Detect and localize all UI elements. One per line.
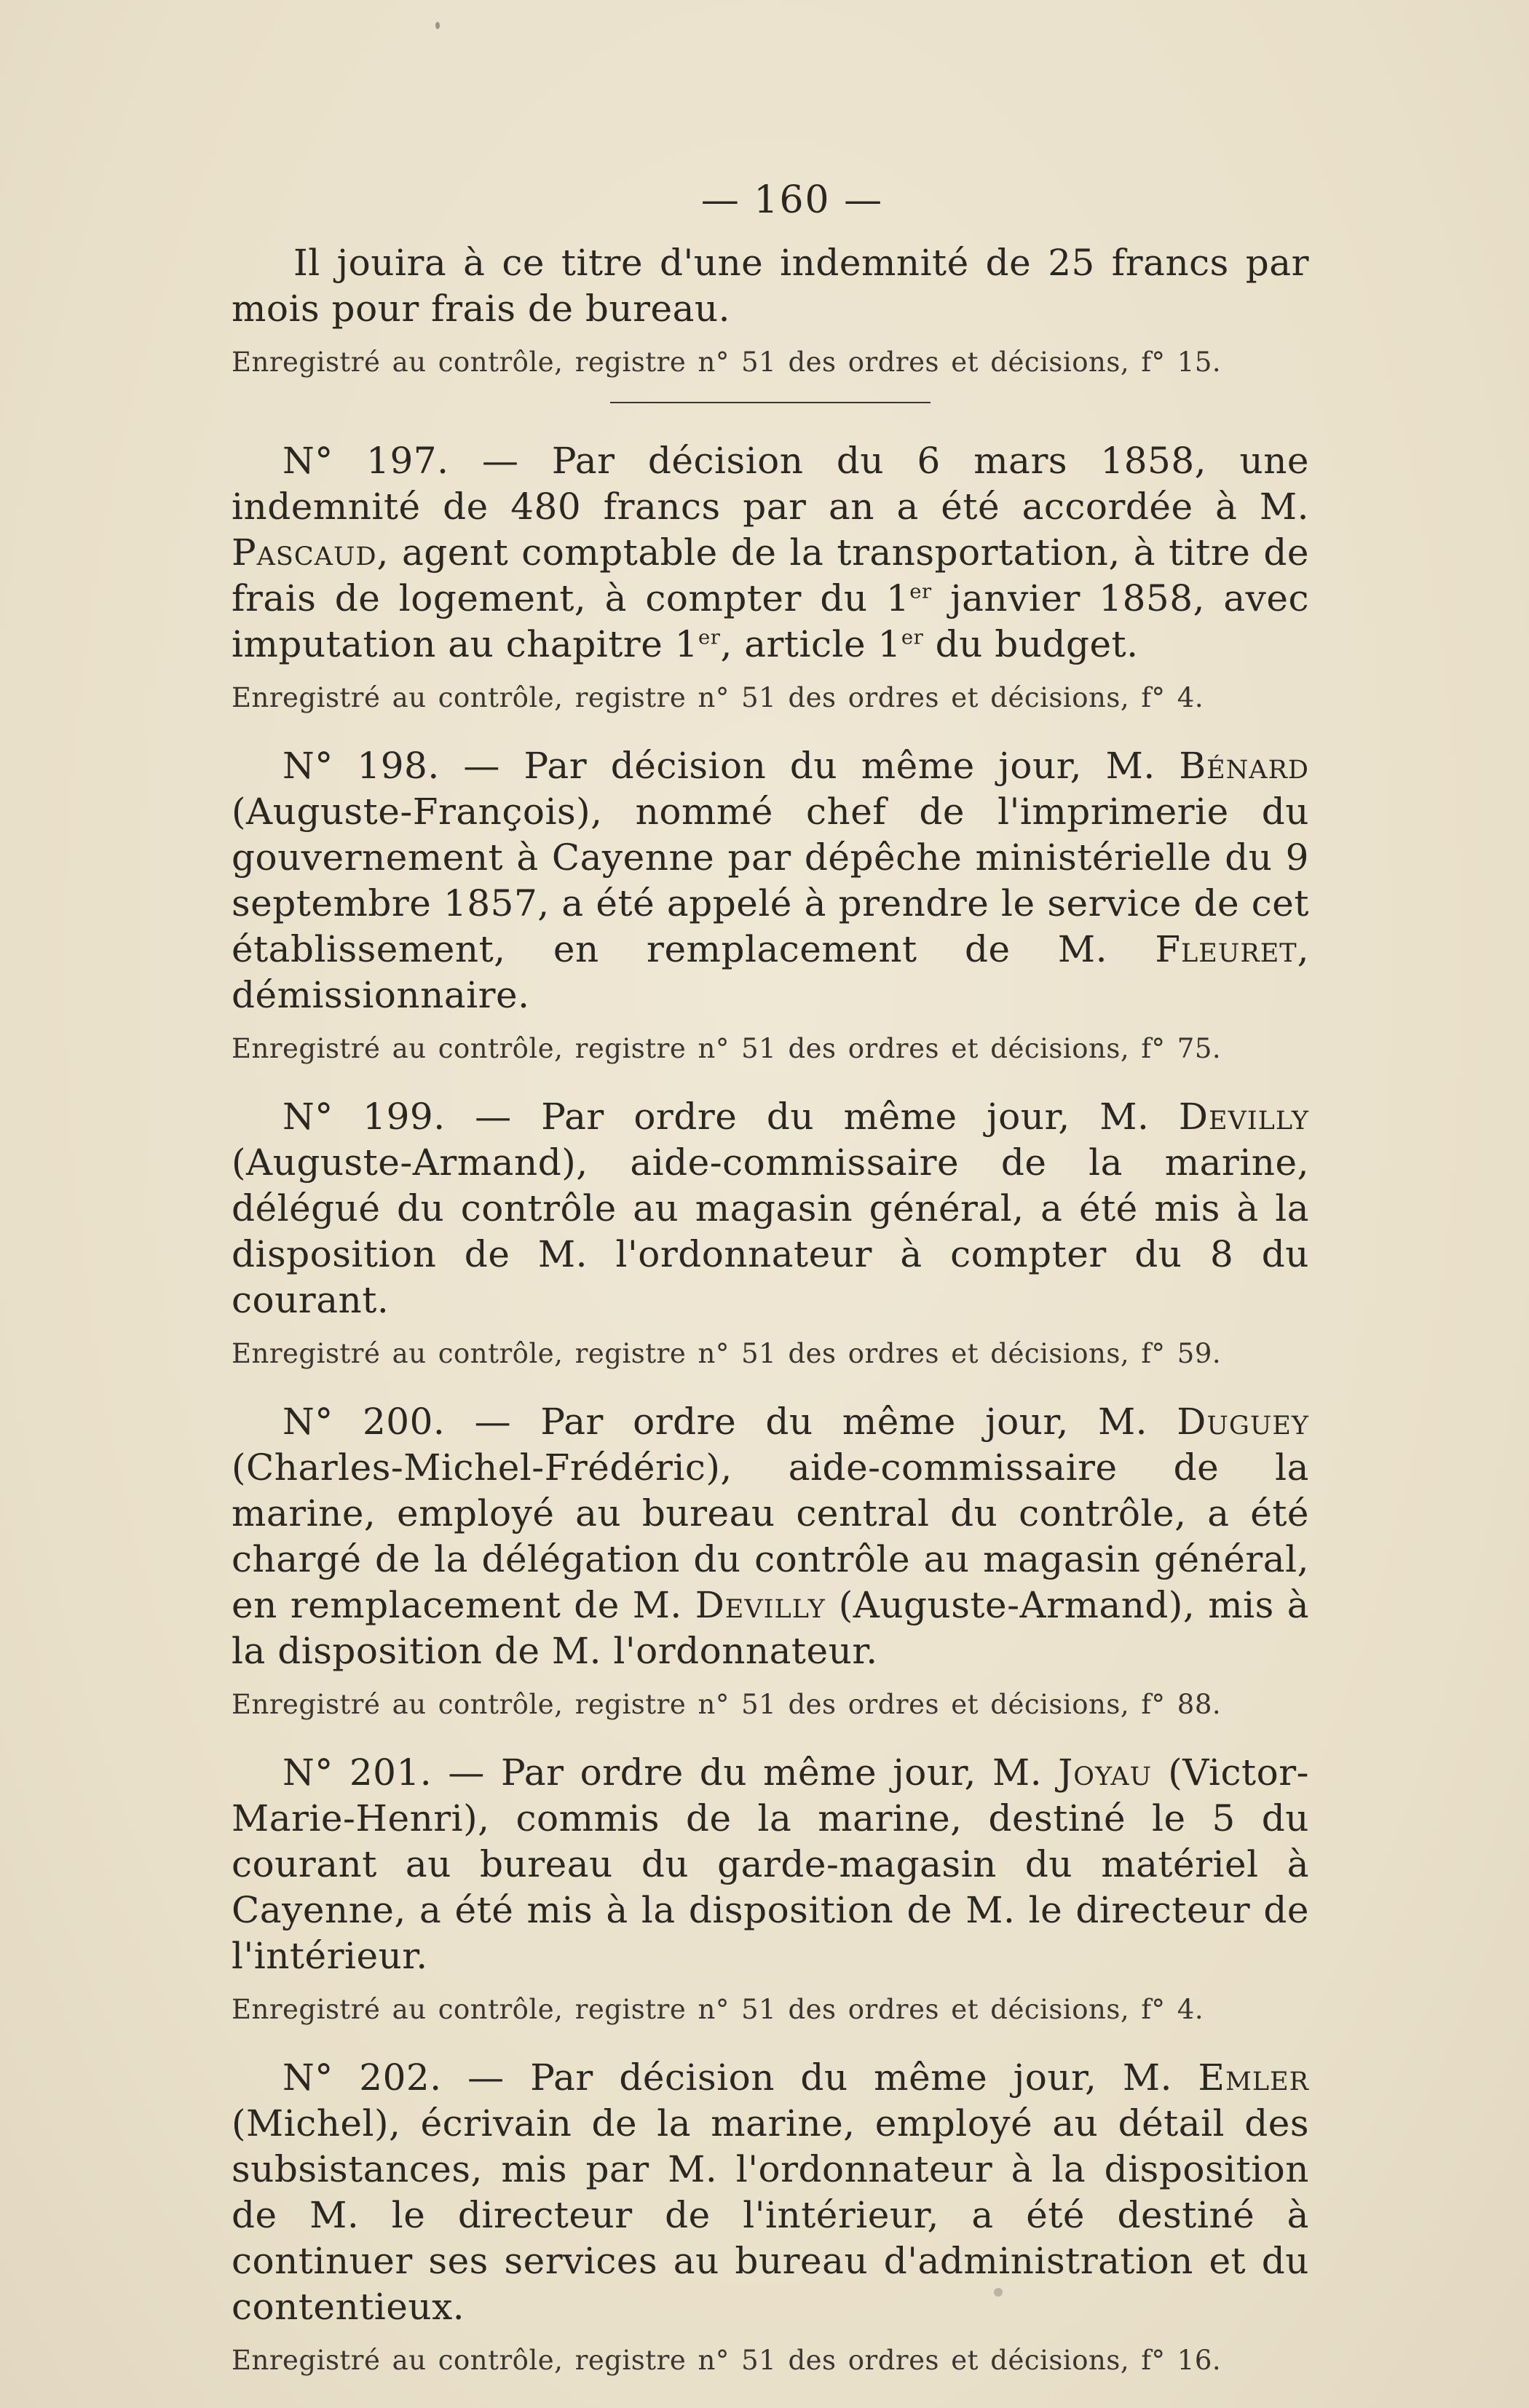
- entry-text: [232, 1750, 1309, 1979]
- entry-text-part: (Victor-Marie-Henri), commis de la marine, destiné le 5 du courant au bureau du garde-magasin du matériel à Cayenne, a été mis à la disposition de M. le directeur de l'intérieur.: [232, 1751, 1309, 1977]
- entry-text-part: — Par ordre du même jour, M.: [445, 1096, 1179, 1138]
- entry-201: [232, 1750, 1309, 2030]
- entry-text-part: (Auguste-Armand), aide-commissaire de la marine, délégué du contrôle au magasin général, a été mis à la disposition de M. l'ordonnateur à compter du 8 du courant.: [232, 1141, 1309, 1321]
- person-name: Emler: [1198, 2056, 1309, 2099]
- entry-text-part: du budget.: [923, 623, 1139, 665]
- entry-197: [232, 438, 1309, 718]
- superscript: er: [909, 579, 932, 603]
- person-name: Pascaud: [232, 531, 377, 574]
- entry-label: N° 202.: [283, 2056, 442, 2099]
- entry-registration: Enregistré au contrôle, registre n° 51 des ordres et décisions, f° 4.: [232, 682, 1204, 713]
- entry-198: [232, 743, 1309, 1069]
- person-name: Devilly: [1178, 1096, 1309, 1138]
- person-name: Fleuret: [1155, 928, 1297, 970]
- intro-block: [232, 240, 1309, 383]
- entry-label: N° 200.: [283, 1401, 446, 1443]
- entry-text-part: janvier 1858, avec imputation au chapitre 1: [232, 577, 1309, 665]
- intro-registration: Enregistré au contrôle, registre n° 51 des ordres et décisions, f° 15.: [232, 346, 1222, 378]
- entry-text: [232, 1094, 1309, 1323]
- entry-text: [232, 1399, 1309, 1674]
- section-divider: [610, 402, 931, 403]
- entry-registration: Enregistré au contrôle, registre n° 51 des ordres et décisions, f° 88.: [232, 1689, 1222, 1720]
- entry-text-part: (Auguste-Armand), mis à la disposition de M. l'ordonnateur.: [232, 1584, 1310, 1672]
- entry-label: N° 197.: [283, 440, 449, 482]
- entry-text-part: — Par décision du 6 mars 1858, une indemnité de 480 francs par an a été accordée à M.: [232, 440, 1309, 528]
- entry-registration: Enregistré au contrôle, registre n° 51 des ordres et décisions, f° 59.: [232, 1338, 1222, 1369]
- paper-speck: [435, 22, 440, 29]
- entry-text-part: — Par décision du même jour, M.: [441, 2056, 1198, 2099]
- person-name: Duguey: [1177, 1401, 1309, 1443]
- entry-200: [232, 1399, 1309, 1725]
- entry-199: [232, 1094, 1309, 1374]
- entry-label: N° 198.: [283, 745, 440, 787]
- entry-text-part: (Michel), écrivain de la marine, employé au détail des subsistances, mis par M. l'ordonnateur à la disposition de M. le directeur de l'intérieur, a été destiné à continuer ses services au bureau d'administration et du contentieux.: [232, 2102, 1309, 2328]
- entry-text-part: — Par ordre du même jour, M.: [432, 1751, 1059, 1794]
- entry-text-part: — Par décision du même jour, M.: [439, 745, 1180, 787]
- entry-label: N° 199.: [283, 1096, 446, 1138]
- entry-text: [232, 743, 1309, 1018]
- text-block: [232, 167, 1309, 2381]
- entry-text-part: (Charles-Michel-Frédéric), aide-commissaire de la marine, employé au bureau central du contrôle, a été chargé de la délégation du contrôle au magasin général, en remplacement de M.: [232, 1446, 1309, 1626]
- entry-text: [232, 438, 1309, 668]
- superscript: er: [698, 625, 721, 649]
- superscript: er: [901, 625, 924, 649]
- entry-text-part: (Auguste-François), nommé chef de l'imprimerie du gouvernement à Cayenne par dépêche ministérielle du 9 septembre 1857, a été appelé à prendre le service de cet établissement, en remplacement de M.: [232, 791, 1309, 970]
- entry-text: [232, 2055, 1309, 2330]
- intro-text: Il jouira à ce titre d'une indemnité de 25 francs par mois pour frais de bureau.: [232, 242, 1309, 330]
- person-name: Joyau: [1058, 1751, 1153, 1794]
- entry-text-part: , agent comptable de la transportation, à titre de frais de logement, à compter du 1: [232, 531, 1309, 619]
- entry-registration: Enregistré au contrôle, registre n° 51 des ordres et décisions, f° 4.: [232, 1994, 1204, 2025]
- entry-registration: Enregistré au contrôle, registre n° 51 des ordres et décisions, f° 16.: [232, 2345, 1222, 2376]
- entry-registration: Enregistré au contrôle, registre n° 51 des ordres et décisions, f° 75.: [232, 1033, 1222, 1064]
- entry-text-part: , article 1: [720, 623, 901, 665]
- entry-text-part: — Par ordre du même jour, M.: [445, 1401, 1177, 1443]
- person-name: Bénard: [1179, 745, 1309, 787]
- entry-label: N° 201.: [283, 1751, 432, 1794]
- person-name: Devilly: [695, 1584, 826, 1626]
- entry-202: [232, 2055, 1309, 2381]
- page-number: — 160 —: [700, 178, 884, 222]
- entry-text-part: , démissionnaire.: [232, 928, 1309, 1016]
